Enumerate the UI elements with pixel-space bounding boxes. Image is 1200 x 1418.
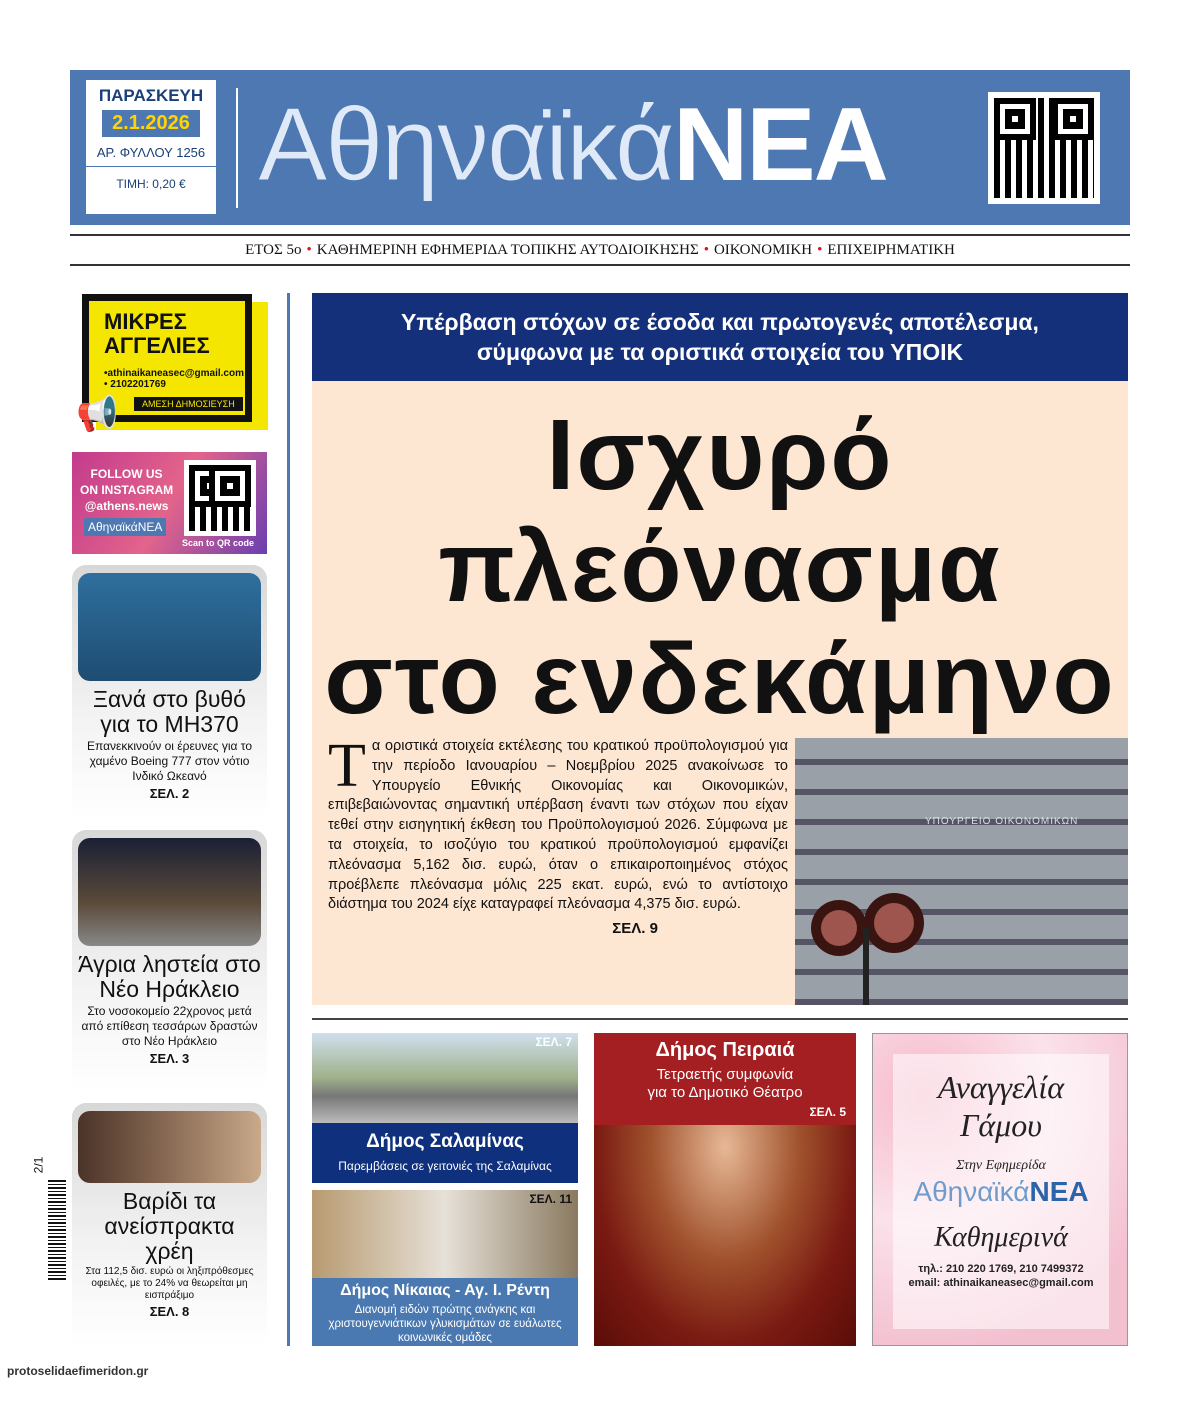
date: 2.1.2026 [102,110,200,137]
ministry-photo [795,738,1128,1005]
ad-phone: τηλ.: 210 220 1769, 210 7499372 [918,1263,1084,1275]
story-title: Άγρια ληστεία στο Νέο Ηράκλειο [78,951,261,1002]
street-photo [78,838,261,946]
sidebar-story[interactable] [72,1103,267,1346]
logo-bold: ΝΕΑ [1029,1176,1089,1207]
story-salamina[interactable] [312,1033,578,1183]
submarine-photo [78,573,261,681]
sidebar-story[interactable] [72,830,267,1090]
divider [236,88,238,208]
logo [258,80,887,210]
ad-title: ΑΓΓΕΛΙΕΣ [104,333,210,358]
page-ref: ΣΕΛ. 11 [529,1192,572,1206]
insta-text: FOLLOW US [90,467,163,481]
qr-code-icon[interactable] [988,92,1100,204]
story-summary: Παρεμβάσεις σε γειτονιές της Σαλαμίνας [338,1159,552,1173]
theatre-photo [594,1125,856,1346]
story-piraeus[interactable] [594,1033,856,1346]
headline [312,399,1128,735]
page-ref: ΣΕΛ. 5 [809,1105,846,1119]
section-divider [312,1018,1128,1020]
day: ΠΑΡΑΣΚΕΥΗ [98,86,204,105]
story-nikaia[interactable] [312,1190,578,1346]
lead-banner [312,293,1128,381]
drop-cap: Τ [328,732,366,800]
ad-title: Γάμου [960,1107,1042,1143]
qr-code-icon [184,460,256,536]
wedding-ad[interactable] [872,1033,1128,1346]
ad-subtitle: Στην Εφημερίδα [956,1158,1046,1173]
column-divider [287,293,290,1346]
story-summary: για το Δημοτικό Θέατρο [647,1084,803,1101]
ad-phone: • 2102201769 [104,379,166,390]
ad-title: Αναγγελία [937,1069,1065,1105]
logo-thin: Αθηναϊκά [913,1176,1030,1207]
story-summary: Στο νοσοκομείο 22χρονος μετά από επίθεση τεσσάρων δραστών στο Νέο Ηράκλειο [81,1004,258,1048]
scan-label: Scan to QR code [182,538,255,548]
insta-logo: ΑθηναϊκάΝΕΑ [84,518,166,536]
barcode [48,1180,66,1280]
ad-frequency: Καθημερινά [934,1222,1068,1253]
page-ref: ΣΕΛ. 8 [149,1304,190,1319]
page-ref: ΣΕΛ. 7 [535,1035,572,1049]
classifieds-ad[interactable] [74,294,269,444]
ad-cta: ΑΜΕΣΗ ΔΗΜΟΣΙΕΥΣΗ [134,397,243,411]
tagline-business: ΕΠΙΧΕΙΡΗΜΑΤΙΚΗ [827,242,955,258]
page-ref: ΣΕΛ. 2 [149,786,190,801]
instagram-ad[interactable] [72,452,267,554]
story-title: Βαρίδι τα ανείσπρακτα χρέη [104,1188,235,1264]
story-summary: Τετραετής συμφωνία [656,1066,794,1083]
lead-story[interactable] [312,381,1128,1005]
article-body [328,732,788,938]
logo-thin: Αθηναϊκά [258,87,674,203]
story-title: Δήμος Πειραιά [655,1039,795,1061]
road-works-photo [312,1033,578,1123]
headline-line: στο ενδεκάμηνο [324,623,1116,735]
watermark: protoselidaefimeridon.gr [4,1362,151,1380]
banner-line: Υπέρβαση στόχων σε έσοδα και πρωτογενές αποτέλεσμα, [401,309,1039,335]
page-ref: ΣΕΛ. 3 [149,1051,190,1066]
story-title: Ξανά στο βυθό για το MH370 [93,686,246,737]
story-title: Δήμος Νίκαιας - Αγ. Ι. Ρέντη [340,1282,550,1299]
banner-line: σύμφωνα με τα οριστικά στοιχεία του ΥΠΟΙΚ [476,339,964,365]
story-summary: Επανεκκινούν οι έρευνες για το χαμένο Boeing 777 στον νότιο Ινδικό Ωκεανό [86,739,253,783]
volunteers-photo [312,1190,578,1278]
ad-title: ΜΙΚΡΕΣ [104,309,187,334]
ad-email: •athinaikaneasec@gmail.com [104,368,244,379]
gavel-money-photo [78,1111,261,1183]
tagline: ΕΤΟΣ 5ο • ΚΑΘΗΜΕΡΙΝΗ ΕΦΗΜΕΡΙΔΑ ΤΟΠΙΚΗΣ ΑΥΤΟΔΙΟΙΚΗΣΗΣ • ΟΙΚΟΝΟΜΙΚΗ • ΕΠΙΧΕΙΡΗΜΑΤΙΚΗ [70,234,1130,266]
ad-email: email: athinaikaneasec@gmail.com [908,1277,1094,1289]
insta-handle: @athens.news [84,499,169,513]
sidebar-story[interactable] [72,565,267,820]
megaphone-icon: 📢 [76,395,119,433]
issue-number: ΑΡ. ΦΥΛΛΟΥ 1256 [86,145,216,167]
issue-info [86,80,216,214]
building-sign: ΥΠΟΥΡΓΕΙΟ ΟΙΚΟΝΟΜΙΚΩΝ [925,816,1079,827]
insta-text: ON INSTAGRAM [80,483,174,497]
tagline-year: ΕΤΟΣ 5ο [245,242,302,258]
story-title: Δήμος Σαλαμίνας [366,1131,524,1152]
ad-logo [893,1176,1109,1208]
headline-line: πλεόνασμα [438,511,1002,623]
story-summary: Στα 112,5 δισ. ευρώ οι ληξιπρόθεσμες οφειλές, με το 24% να θεωρείται μη εισπράξιμο [85,1266,254,1301]
story-summary: Διανομή ειδών πρώτης ανάγκης και χριστουγεννιάτικων γλυκισμάτων σε ευάλωτες κοινωνικές ομάδες [328,1304,562,1344]
street-lamp-icon [799,868,939,1005]
page-marker: 2/1 [31,1156,46,1174]
tagline-type: ΚΑΘΗΜΕΡΙΝΗ ΕΦΗΜΕΡΙΔΑ ΤΟΠΙΚΗΣ ΑΥΤΟΔΙΟΙΚΗΣΗΣ [316,242,699,258]
tagline-economic: ΟΙΚΟΝΟΜΙΚΗ [713,242,813,258]
article-text: α οριστικά στοιχεία εκτέλεσης του κρατικού προϋπολογισμού για την περίοδο Ιανουαρίου – Νοεμβρίου 2025 ανακοίνωσε το Υπουργείο Εθνικής Οικονομίας και Οικονομικών, επιβεβαιώνοντας σημαντική υπέρβαση έναντι των στόχων που είχαν τεθεί στην εισηγητική έκθεση του Προϋπολογισμού 2026. Σύμφωνα με τα στοιχεία, το ισοζύγιο του κρατικού προϋπολογισμού εμφανίζει πλεόνασμα 5,162 δισ. ευρώ, όταν ο επικαιροποιημένος στόχος προέβλεπε πλεόνασμα μόλις 225 εκατ. ευρώ, ενώ το αντίστοιχο διάστημα του 2024 είχε καταγραφεί πλεόνασμα 4,375 δισ. ευρώ. [328,738,788,913]
page-ref: ΣΕΛ. 9 [612,920,658,938]
logo-bold: ΝΕΑ [673,87,887,203]
price: ΤΙΜΗ: 0,20 € [116,177,186,191]
headline-line: Ισχυρό [546,399,894,511]
